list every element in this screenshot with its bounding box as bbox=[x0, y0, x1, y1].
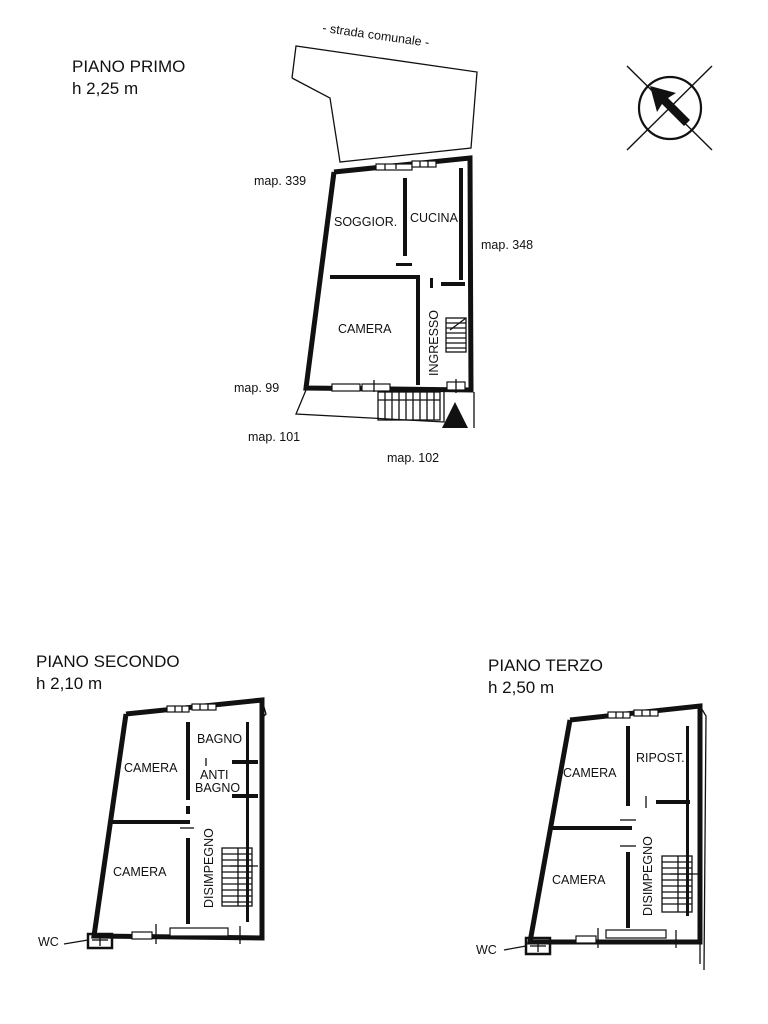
partition bbox=[459, 168, 463, 280]
room-label-disimpegno: DISIMPEGNO bbox=[202, 828, 216, 908]
partition bbox=[396, 263, 412, 266]
window bbox=[376, 164, 412, 170]
wc-label: WC bbox=[476, 943, 497, 957]
partition bbox=[552, 826, 632, 830]
window bbox=[362, 384, 390, 391]
north-arrow-icon bbox=[627, 66, 712, 150]
room-label-ingresso: INGRESSO bbox=[427, 310, 441, 376]
stair-interior bbox=[446, 318, 466, 352]
road-outline bbox=[292, 46, 477, 162]
room-label-camera: CAMERA bbox=[113, 865, 167, 879]
floor-name: PIANO SECONDO bbox=[36, 652, 180, 671]
room-label-disimpegno: DISIMPEGNO bbox=[641, 836, 655, 916]
partition bbox=[441, 282, 465, 286]
parcel-99: map. 99 bbox=[234, 381, 280, 395]
room-label-camera: CAMERA bbox=[124, 761, 178, 775]
partition bbox=[110, 820, 190, 824]
wc-label: WC bbox=[38, 935, 59, 949]
room-label-camera: CAMERA bbox=[338, 322, 392, 336]
window bbox=[412, 161, 436, 167]
floor-height: h 2,50 m bbox=[488, 678, 555, 697]
room-label-cucina: CUCINA bbox=[410, 211, 458, 225]
exterior-wall bbox=[530, 706, 700, 942]
room-label-soggiorno: SOGGIOR. bbox=[334, 215, 398, 229]
room-label-camera: CAMERA bbox=[563, 766, 617, 780]
floor-height: h 2,25 m bbox=[72, 79, 139, 98]
plan-primo bbox=[234, 21, 533, 465]
stair bbox=[222, 848, 258, 906]
room-label-ripostiglio: RIPOST. bbox=[636, 751, 685, 765]
partition bbox=[232, 760, 258, 764]
room-label-bagno: BAGNO bbox=[197, 732, 243, 746]
partition bbox=[416, 275, 420, 385]
partition bbox=[626, 852, 630, 928]
room-label-antibagno: BAGNO bbox=[195, 781, 241, 795]
parcel-101: map. 101 bbox=[248, 430, 301, 444]
entrance-arrow-icon bbox=[442, 402, 468, 428]
partition bbox=[186, 838, 190, 924]
partition bbox=[186, 722, 190, 800]
floor-height: h 2,10 m bbox=[36, 674, 103, 693]
partition bbox=[330, 275, 420, 279]
stair bbox=[662, 856, 698, 912]
partition bbox=[656, 800, 690, 804]
room-label-anti: ANTI bbox=[200, 768, 229, 782]
parcel-339: map. 339 bbox=[254, 174, 307, 188]
floor-name: PIANO PRIMO bbox=[72, 57, 186, 76]
partition bbox=[626, 726, 630, 806]
road-label: - strada comunale - bbox=[321, 20, 431, 50]
parcel-348: map. 348 bbox=[481, 238, 534, 252]
partition bbox=[430, 278, 433, 288]
window bbox=[332, 384, 360, 391]
courtyard-outline bbox=[296, 390, 444, 422]
parcel-102: map. 102 bbox=[387, 451, 440, 465]
floor-name: PIANO TERZO bbox=[488, 656, 603, 675]
plan-terzo bbox=[476, 706, 706, 970]
stair-exterior bbox=[378, 392, 440, 420]
room-label-camera: CAMERA bbox=[552, 873, 606, 887]
exterior-wall bbox=[306, 158, 471, 390]
partition bbox=[403, 178, 407, 256]
plan-secondo bbox=[38, 700, 266, 949]
